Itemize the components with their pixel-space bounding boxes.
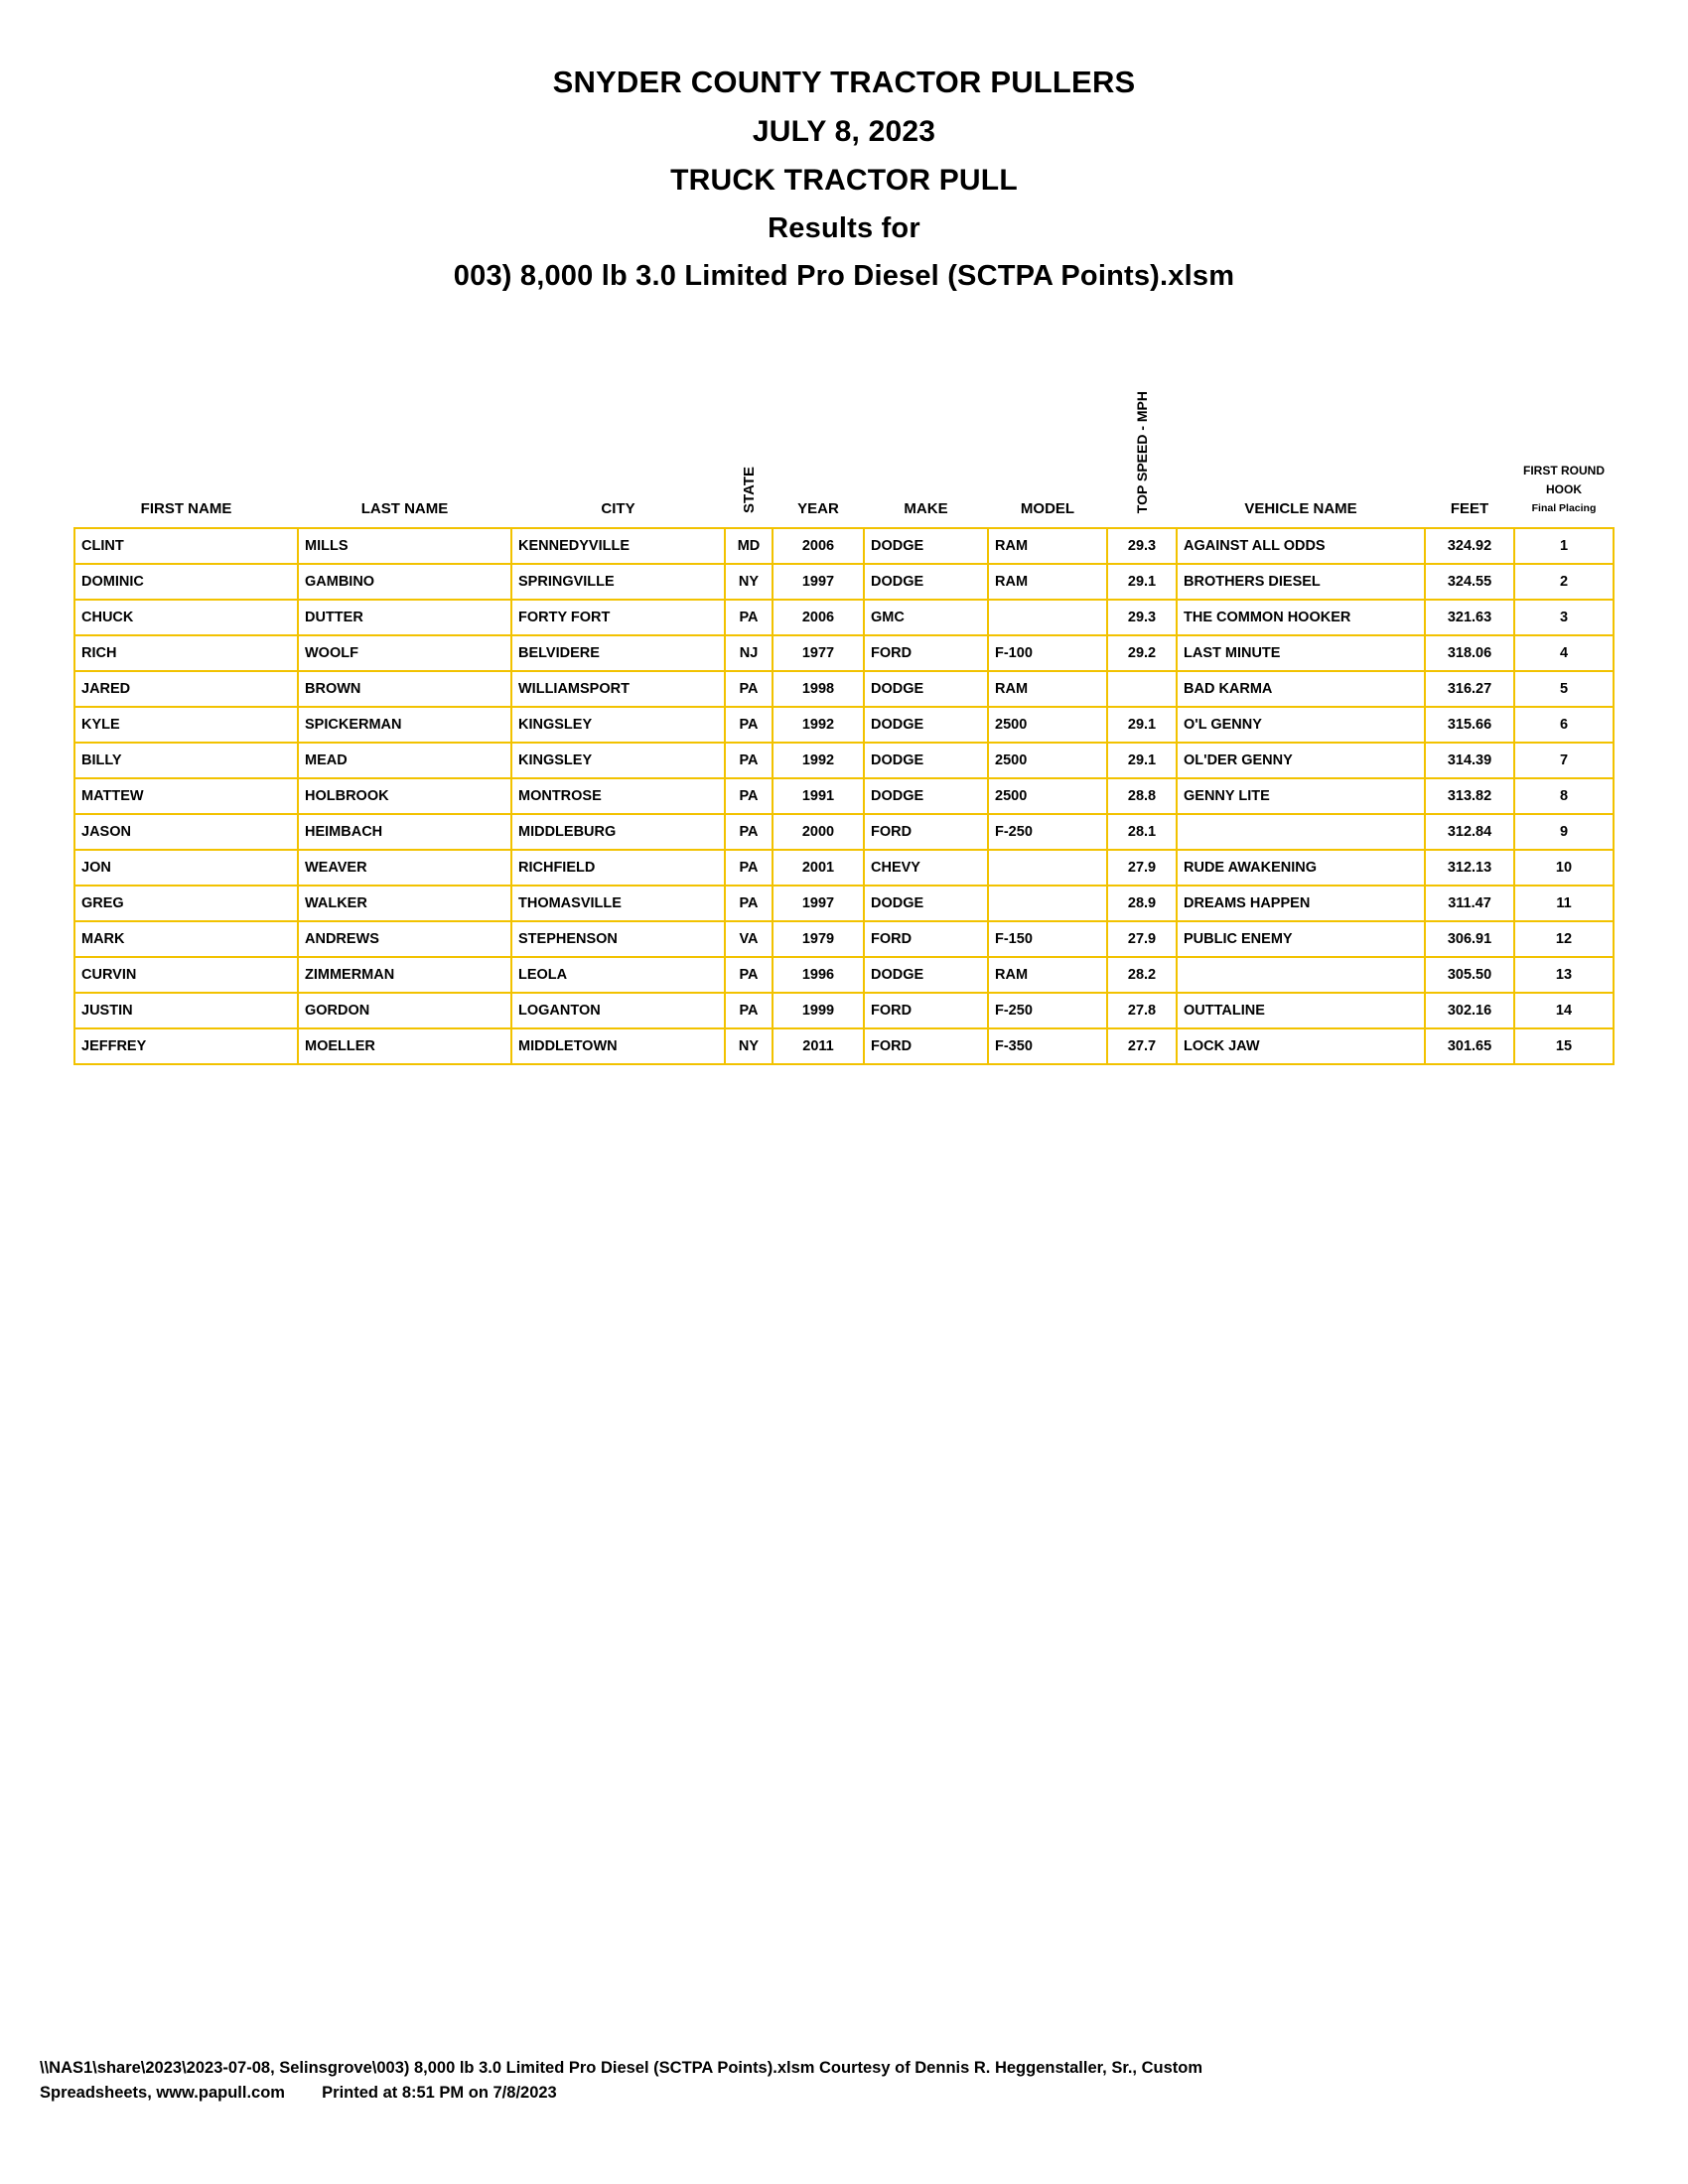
- cell-top-speed: 27.9: [1107, 921, 1177, 957]
- table-row: [74, 886, 1614, 921]
- cell-state: PA: [725, 850, 773, 886]
- column-header-state: [725, 387, 773, 528]
- cell-top-speed: 27.7: [1107, 1028, 1177, 1064]
- cell-first-name: GREG: [74, 886, 298, 921]
- cell-last-name: GAMBINO: [298, 564, 511, 600]
- cell-model: F-150: [988, 921, 1107, 957]
- cell-feet: 313.82: [1425, 778, 1514, 814]
- cell-first-name: MARK: [74, 921, 298, 957]
- cell-model: [988, 850, 1107, 886]
- cell-city: FORTY FORT: [511, 600, 725, 635]
- table-head: [74, 387, 1614, 528]
- cell-year: 2000: [773, 814, 864, 850]
- table-row: [74, 1028, 1614, 1064]
- cell-feet: 318.06: [1425, 635, 1514, 671]
- cell-model: [988, 600, 1107, 635]
- column-header-top-speed: [1107, 387, 1177, 528]
- cell-last-name: WALKER: [298, 886, 511, 921]
- table-row: [74, 528, 1614, 564]
- footer-website: Spreadsheets, www.papull.com: [40, 2084, 285, 2103]
- header-line-results-for: Results for: [768, 212, 920, 244]
- column-header-state-label: STATE: [740, 467, 758, 514]
- column-header-make: MAKE: [904, 500, 948, 518]
- cell-top-speed: 29.1: [1107, 707, 1177, 743]
- cell-final-placing: 6: [1514, 707, 1614, 743]
- cell-year: 1996: [773, 957, 864, 993]
- cell-city: STEPHENSON: [511, 921, 725, 957]
- table-row: [74, 707, 1614, 743]
- document-header: [60, 65, 1628, 293]
- cell-top-speed: 27.8: [1107, 993, 1177, 1028]
- cell-make: FORD: [864, 993, 988, 1028]
- cell-state: PA: [725, 743, 773, 778]
- cell-make: FORD: [864, 635, 988, 671]
- cell-model: F-100: [988, 635, 1107, 671]
- cell-final-placing: 14: [1514, 993, 1614, 1028]
- cell-first-name: JEFFREY: [74, 1028, 298, 1064]
- cell-vehicle-name: GENNY LITE: [1177, 778, 1425, 814]
- column-header-placing-line2: HOOK: [1546, 481, 1582, 496]
- cell-top-speed: 28.2: [1107, 957, 1177, 993]
- cell-top-speed: 29.2: [1107, 635, 1177, 671]
- cell-state: NY: [725, 1028, 773, 1064]
- cell-feet: 301.65: [1425, 1028, 1514, 1064]
- table-header-row: [74, 387, 1614, 528]
- cell-year: 1992: [773, 707, 864, 743]
- cell-vehicle-name: RUDE AWAKENING: [1177, 850, 1425, 886]
- cell-top-speed: 29.3: [1107, 600, 1177, 635]
- cell-top-speed: 28.1: [1107, 814, 1177, 850]
- cell-make: FORD: [864, 921, 988, 957]
- cell-vehicle-name: OUTTALINE: [1177, 993, 1425, 1028]
- column-header-vehicle-name: VEHICLE NAME: [1244, 500, 1357, 518]
- cell-city: KENNEDYVILLE: [511, 528, 725, 564]
- cell-model: RAM: [988, 528, 1107, 564]
- cell-first-name: CLINT: [74, 528, 298, 564]
- cell-state: VA: [725, 921, 773, 957]
- footer-printed-at: Printed at 8:51 PM on 7/8/2023: [322, 2084, 557, 2103]
- table-row: [74, 921, 1614, 957]
- cell-state: PA: [725, 778, 773, 814]
- cell-last-name: SPICKERMAN: [298, 707, 511, 743]
- cell-top-speed: 27.9: [1107, 850, 1177, 886]
- cell-make: DODGE: [864, 957, 988, 993]
- cell-city: KINGSLEY: [511, 743, 725, 778]
- column-header-first-name: FIRST NAME: [140, 500, 232, 518]
- cell-final-placing: 2: [1514, 564, 1614, 600]
- cell-state: PA: [725, 671, 773, 707]
- cell-model: RAM: [988, 564, 1107, 600]
- cell-model: 2500: [988, 743, 1107, 778]
- cell-model: RAM: [988, 671, 1107, 707]
- cell-last-name: BROWN: [298, 671, 511, 707]
- cell-last-name: HEIMBACH: [298, 814, 511, 850]
- cell-top-speed: 29.1: [1107, 564, 1177, 600]
- table-row: [74, 814, 1614, 850]
- cell-make: FORD: [864, 814, 988, 850]
- column-header-placing-line1: FIRST ROUND: [1523, 463, 1605, 478]
- cell-city: RICHFIELD: [511, 850, 725, 886]
- cell-make: DODGE: [864, 528, 988, 564]
- table-body: [74, 528, 1614, 1064]
- column-header-last-name: LAST NAME: [360, 500, 449, 518]
- cell-state: PA: [725, 993, 773, 1028]
- cell-feet: 305.50: [1425, 957, 1514, 993]
- cell-model: F-250: [988, 814, 1107, 850]
- cell-final-placing: 15: [1514, 1028, 1614, 1064]
- cell-city: SPRINGVILLE: [511, 564, 725, 600]
- table-row: [74, 957, 1614, 993]
- cell-last-name: MILLS: [298, 528, 511, 564]
- cell-first-name: DOMINIC: [74, 564, 298, 600]
- cell-first-name: RICH: [74, 635, 298, 671]
- cell-final-placing: 1: [1514, 528, 1614, 564]
- cell-make: CHEVY: [864, 850, 988, 886]
- cell-city: KINGSLEY: [511, 707, 725, 743]
- cell-state: PA: [725, 957, 773, 993]
- cell-make: DODGE: [864, 671, 988, 707]
- cell-last-name: WEAVER: [298, 850, 511, 886]
- cell-first-name: JON: [74, 850, 298, 886]
- cell-final-placing: 13: [1514, 957, 1614, 993]
- cell-make: DODGE: [864, 778, 988, 814]
- cell-feet: 314.39: [1425, 743, 1514, 778]
- cell-vehicle-name: O'L GENNY: [1177, 707, 1425, 743]
- cell-feet: 312.84: [1425, 814, 1514, 850]
- cell-top-speed: [1107, 671, 1177, 707]
- cell-model: 2500: [988, 707, 1107, 743]
- footer-path-line: \\NAS1\share\2023\2023-07-08, Selinsgrove\003) 8,000 lb 3.0 Limited Pro Diesel (SCTPA Points).xlsm Courtesy of Dennis R. Heggenstaller, Sr., Custom: [40, 2058, 1203, 2077]
- cell-final-placing: 7: [1514, 743, 1614, 778]
- table-row: [74, 600, 1614, 635]
- cell-feet: 302.16: [1425, 993, 1514, 1028]
- cell-first-name: CHUCK: [74, 600, 298, 635]
- table-row: [74, 635, 1614, 671]
- cell-top-speed: 28.8: [1107, 778, 1177, 814]
- cell-year: 1997: [773, 886, 864, 921]
- cell-model: RAM: [988, 957, 1107, 993]
- column-header-model: MODEL: [1020, 500, 1075, 518]
- cell-year: 1977: [773, 635, 864, 671]
- cell-year: 1997: [773, 564, 864, 600]
- table-row: [74, 564, 1614, 600]
- cell-feet: 311.47: [1425, 886, 1514, 921]
- cell-year: 1999: [773, 993, 864, 1028]
- cell-make: GMC: [864, 600, 988, 635]
- cell-make: DODGE: [864, 707, 988, 743]
- cell-year: 2001: [773, 850, 864, 886]
- cell-vehicle-name: LOCK JAW: [1177, 1028, 1425, 1064]
- cell-top-speed: 28.9: [1107, 886, 1177, 921]
- cell-city: LEOLA: [511, 957, 725, 993]
- header-line-class-file: 003) 8,000 lb 3.0 Limited Pro Diesel (SCTPA Points).xlsm: [453, 260, 1235, 292]
- cell-final-placing: 10: [1514, 850, 1614, 886]
- cell-model: F-250: [988, 993, 1107, 1028]
- cell-year: 1979: [773, 921, 864, 957]
- cell-make: DODGE: [864, 564, 988, 600]
- cell-vehicle-name: DREAMS HAPPEN: [1177, 886, 1425, 921]
- cell-vehicle-name: BROTHERS DIESEL: [1177, 564, 1425, 600]
- cell-city: MONTROSE: [511, 778, 725, 814]
- cell-make: DODGE: [864, 743, 988, 778]
- cell-state: PA: [725, 600, 773, 635]
- cell-final-placing: 8: [1514, 778, 1614, 814]
- cell-feet: 315.66: [1425, 707, 1514, 743]
- cell-city: BELVIDERE: [511, 635, 725, 671]
- cell-vehicle-name: [1177, 957, 1425, 993]
- cell-year: 2006: [773, 528, 864, 564]
- cell-state: PA: [725, 814, 773, 850]
- cell-final-placing: 5: [1514, 671, 1614, 707]
- column-header-final-placing: [1514, 387, 1614, 528]
- cell-vehicle-name: LAST MINUTE: [1177, 635, 1425, 671]
- cell-year: 2006: [773, 600, 864, 635]
- cell-final-placing: 12: [1514, 921, 1614, 957]
- cell-city: LOGANTON: [511, 993, 725, 1028]
- cell-year: 1998: [773, 671, 864, 707]
- column-header-year: YEAR: [797, 500, 839, 518]
- cell-make: DODGE: [864, 886, 988, 921]
- table-row: [74, 778, 1614, 814]
- column-header-top-speed-label: TOP SPEED - MPH: [1133, 391, 1150, 514]
- cell-feet: 324.55: [1425, 564, 1514, 600]
- column-header-feet: FEET: [1450, 500, 1489, 518]
- cell-last-name: GORDON: [298, 993, 511, 1028]
- cell-city: THOMASVILLE: [511, 886, 725, 921]
- table-row: [74, 993, 1614, 1028]
- cell-state: NJ: [725, 635, 773, 671]
- cell-last-name: MEAD: [298, 743, 511, 778]
- cell-first-name: MATTEW: [74, 778, 298, 814]
- header-line-event: TRUCK TRACTOR PULL: [670, 164, 1018, 197]
- cell-top-speed: 29.3: [1107, 528, 1177, 564]
- cell-feet: 324.92: [1425, 528, 1514, 564]
- results-table: [73, 387, 1615, 1065]
- cell-state: PA: [725, 707, 773, 743]
- table-row: [74, 850, 1614, 886]
- cell-vehicle-name: THE COMMON HOOKER: [1177, 600, 1425, 635]
- results-table-container: [60, 387, 1628, 1065]
- cell-vehicle-name: AGAINST ALL ODDS: [1177, 528, 1425, 564]
- cell-last-name: HOLBROOK: [298, 778, 511, 814]
- cell-first-name: BILLY: [74, 743, 298, 778]
- header-line-date: JULY 8, 2023: [752, 115, 936, 148]
- cell-year: 1991: [773, 778, 864, 814]
- cell-top-speed: 29.1: [1107, 743, 1177, 778]
- cell-last-name: DUTTER: [298, 600, 511, 635]
- cell-last-name: MOELLER: [298, 1028, 511, 1064]
- header-line-organization: SNYDER COUNTY TRACTOR PULLERS: [552, 65, 1136, 99]
- cell-vehicle-name: BAD KARMA: [1177, 671, 1425, 707]
- cell-final-placing: 11: [1514, 886, 1614, 921]
- cell-state: MD: [725, 528, 773, 564]
- cell-state: PA: [725, 886, 773, 921]
- cell-feet: 316.27: [1425, 671, 1514, 707]
- cell-feet: 312.13: [1425, 850, 1514, 886]
- cell-city: MIDDLEBURG: [511, 814, 725, 850]
- cell-first-name: CURVIN: [74, 957, 298, 993]
- cell-city: MIDDLETOWN: [511, 1028, 725, 1064]
- cell-city: WILLIAMSPORT: [511, 671, 725, 707]
- cell-vehicle-name: OL'DER GENNY: [1177, 743, 1425, 778]
- cell-final-placing: 3: [1514, 600, 1614, 635]
- cell-last-name: ANDREWS: [298, 921, 511, 957]
- table-row: [74, 743, 1614, 778]
- cell-first-name: JARED: [74, 671, 298, 707]
- cell-feet: 306.91: [1425, 921, 1514, 957]
- cell-vehicle-name: PUBLIC ENEMY: [1177, 921, 1425, 957]
- cell-year: 1992: [773, 743, 864, 778]
- cell-feet: 321.63: [1425, 600, 1514, 635]
- document-footer: [40, 2056, 1648, 2107]
- cell-last-name: ZIMMERMAN: [298, 957, 511, 993]
- cell-final-placing: 9: [1514, 814, 1614, 850]
- cell-make: FORD: [864, 1028, 988, 1064]
- cell-first-name: JUSTIN: [74, 993, 298, 1028]
- footer-second-line: [40, 2081, 1648, 2107]
- cell-model: [988, 886, 1107, 921]
- cell-state: NY: [725, 564, 773, 600]
- cell-first-name: KYLE: [74, 707, 298, 743]
- cell-final-placing: 4: [1514, 635, 1614, 671]
- cell-model: 2500: [988, 778, 1107, 814]
- table-row: [74, 671, 1614, 707]
- cell-first-name: JASON: [74, 814, 298, 850]
- column-header-city: CITY: [601, 500, 635, 518]
- cell-last-name: WOOLF: [298, 635, 511, 671]
- cell-model: F-350: [988, 1028, 1107, 1064]
- cell-year: 2011: [773, 1028, 864, 1064]
- column-header-placing-line3: Final Placing: [1531, 502, 1597, 515]
- cell-vehicle-name: [1177, 814, 1425, 850]
